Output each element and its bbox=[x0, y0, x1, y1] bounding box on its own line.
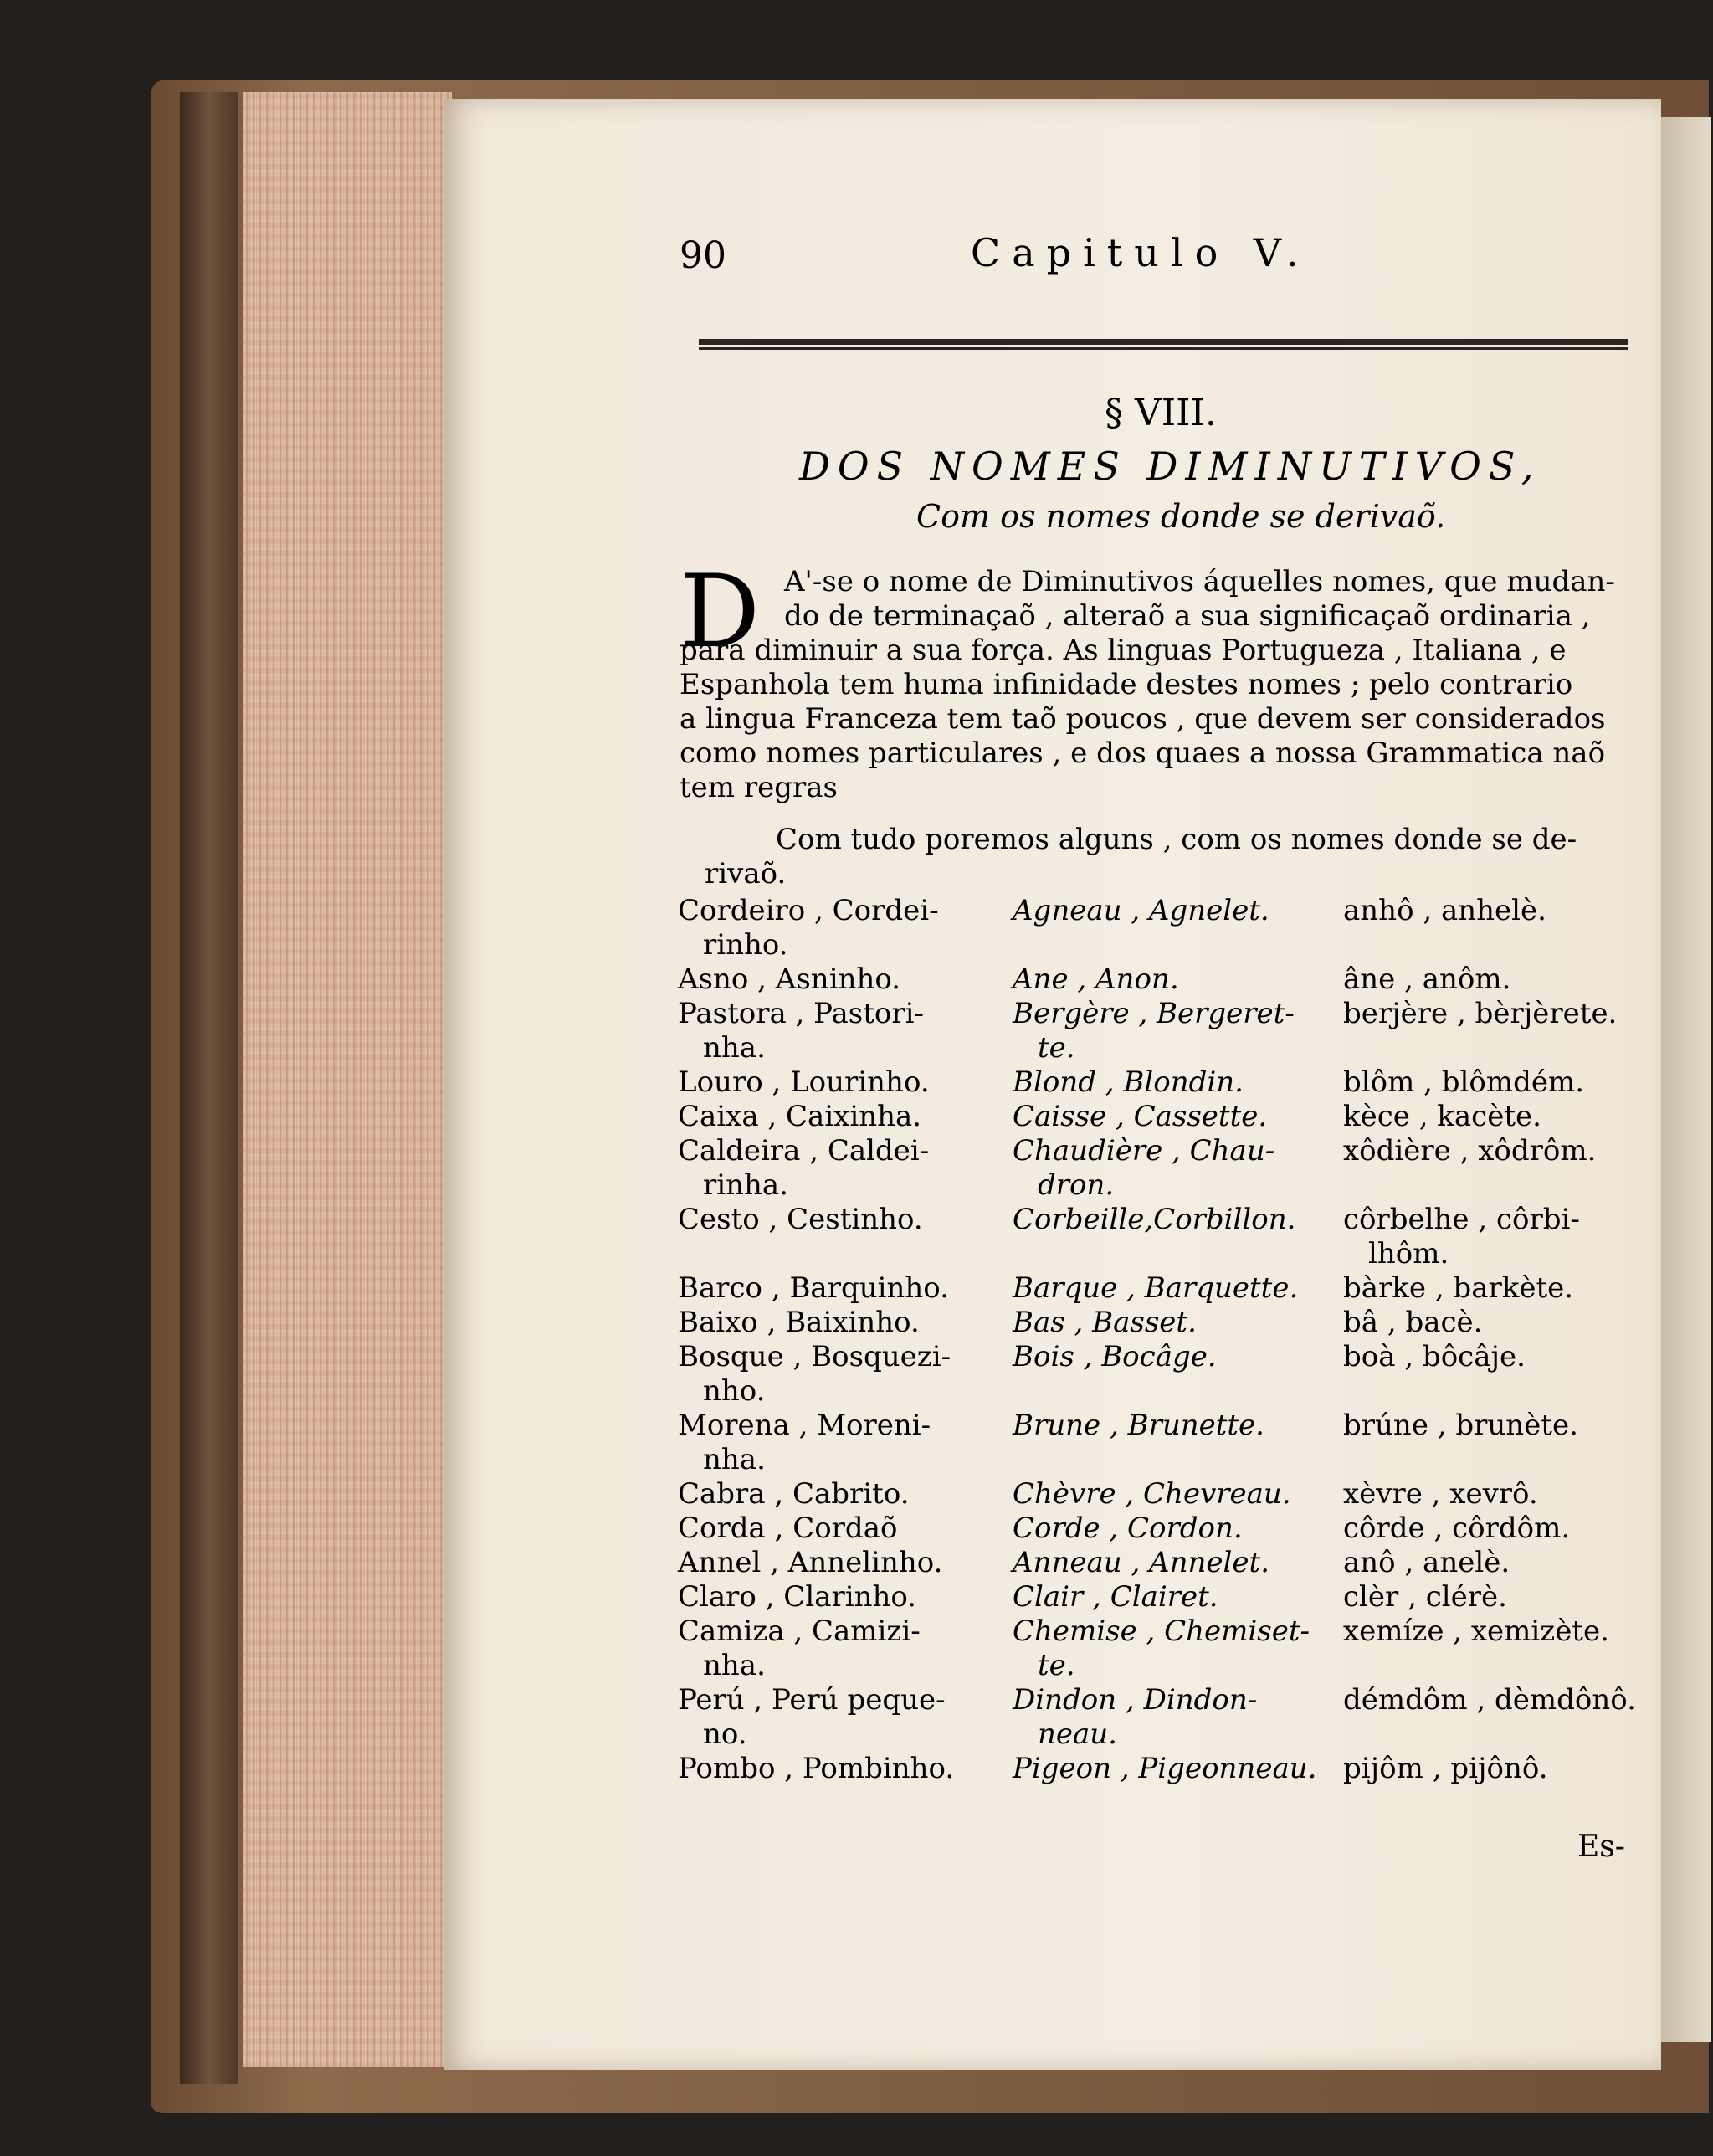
french-word-text: Chaudière , Chau- bbox=[1013, 1134, 1275, 1168]
pronunciation bbox=[1343, 997, 1636, 1031]
french-word-text: Corbeille,Corbillon. bbox=[1013, 1203, 1296, 1236]
pronunciation-text: bàrke , barkète. bbox=[1343, 1271, 1574, 1305]
portuguese-word bbox=[678, 997, 979, 1065]
book-spine bbox=[180, 92, 238, 2084]
french-word bbox=[1013, 1580, 1331, 1614]
page-edges bbox=[243, 92, 452, 2067]
page-number: 90 bbox=[680, 234, 726, 277]
french-word bbox=[1013, 1409, 1331, 1443]
paragraph-line: rivaõ. bbox=[705, 857, 787, 891]
second-paragraph bbox=[680, 823, 1634, 891]
portuguese-word-continuation: nha. bbox=[703, 1649, 766, 1682]
portuguese-word-continuation: nha. bbox=[703, 1443, 766, 1476]
french-word bbox=[1013, 997, 1331, 1065]
portuguese-word-text: Caldeira , Caldei- bbox=[678, 1134, 930, 1168]
section-title: DOS NOMES DIMINUTIVOS, bbox=[799, 444, 1541, 489]
table-row bbox=[678, 1134, 1636, 1203]
pronunciation-text: démdôm , dèmdônô. bbox=[1343, 1683, 1636, 1717]
french-word bbox=[1013, 1100, 1331, 1134]
pronunciation bbox=[1343, 1100, 1636, 1134]
pronunciation-text: xemíze , xemizète. bbox=[1343, 1614, 1609, 1648]
pronunciation bbox=[1343, 1580, 1636, 1614]
pronunciation bbox=[1343, 1271, 1636, 1306]
pronunciation bbox=[1343, 1683, 1636, 1717]
french-word bbox=[1013, 1134, 1331, 1203]
french-word-continuation: neau. bbox=[1038, 1717, 1117, 1751]
intro-line: para diminuir a sua força. As linguas Portugueza , Italiana , e bbox=[680, 634, 1567, 667]
table-row bbox=[678, 1306, 1636, 1340]
portuguese-word bbox=[678, 1614, 979, 1683]
section-subtitle: Com os nomes donde se derivaõ. bbox=[916, 498, 1446, 535]
portuguese-word-text: Caixa , Caixinha. bbox=[678, 1100, 922, 1133]
pronunciation-text: côrbelhe , côrbi- bbox=[1343, 1203, 1580, 1236]
portuguese-word-text: Perú , Perú peque- bbox=[678, 1683, 946, 1717]
french-word-text: Caisse , Cassette. bbox=[1013, 1100, 1268, 1133]
french-word bbox=[1013, 1477, 1331, 1512]
portuguese-word bbox=[678, 1306, 979, 1340]
portuguese-word-text: Pombo , Pombinho. bbox=[678, 1752, 955, 1785]
next-page-edge bbox=[1661, 117, 1711, 2042]
french-word-text: Bas , Basset. bbox=[1013, 1306, 1197, 1339]
french-word-text: Blond , Blondin. bbox=[1013, 1065, 1244, 1099]
portuguese-word-continuation: rinho. bbox=[703, 928, 788, 962]
french-word bbox=[1013, 1512, 1331, 1546]
portuguese-word bbox=[678, 1580, 979, 1614]
portuguese-word bbox=[678, 1271, 979, 1306]
french-word-text: Clair , Clairet. bbox=[1013, 1580, 1218, 1614]
french-word-text: Ane , Anon. bbox=[1013, 963, 1179, 996]
portuguese-word bbox=[678, 1340, 979, 1409]
pronunciation-text: xèvre , xevrô. bbox=[1343, 1477, 1538, 1511]
french-word-text: Barque , Barquette. bbox=[1013, 1271, 1299, 1305]
pronunciation bbox=[1343, 1340, 1636, 1374]
portuguese-word-text: Morena , Moreni- bbox=[678, 1409, 931, 1442]
portuguese-word-continuation: no. bbox=[703, 1717, 747, 1751]
french-word bbox=[1013, 1752, 1331, 1786]
portuguese-word-continuation: rinha. bbox=[703, 1168, 788, 1202]
table-row bbox=[678, 1580, 1636, 1614]
table-row bbox=[678, 894, 1636, 963]
french-word-text: Dindon , Dindon- bbox=[1013, 1683, 1258, 1717]
section-number: § VIII. bbox=[1105, 392, 1217, 434]
pronunciation bbox=[1343, 1752, 1636, 1786]
portuguese-word-text: Asno , Asninho. bbox=[678, 963, 901, 996]
table-row bbox=[678, 1683, 1636, 1752]
pronunciation bbox=[1343, 1512, 1636, 1546]
table-row bbox=[678, 1100, 1636, 1134]
table-row bbox=[678, 963, 1636, 997]
pronunciation-text: kèce , kacète. bbox=[1343, 1100, 1541, 1133]
pronunciation bbox=[1343, 1614, 1636, 1649]
intro-line: tem regras bbox=[680, 771, 838, 804]
portuguese-word bbox=[678, 1134, 979, 1203]
header-rule bbox=[699, 339, 1628, 345]
intro-paragraph bbox=[680, 565, 1634, 805]
pronunciation-text: pijôm , pijônô. bbox=[1343, 1752, 1548, 1785]
french-word-text: Chemise , Chemiset- bbox=[1013, 1614, 1310, 1648]
table-row bbox=[678, 1512, 1636, 1546]
french-word bbox=[1013, 1683, 1331, 1752]
portuguese-word-text: Cabra , Cabrito. bbox=[678, 1477, 910, 1511]
pronunciation-text: boà , bôcâje. bbox=[1343, 1340, 1526, 1373]
portuguese-word bbox=[678, 1100, 979, 1134]
french-word-text: Brune , Brunette. bbox=[1013, 1409, 1264, 1442]
french-word bbox=[1013, 1271, 1331, 1306]
portuguese-word bbox=[678, 1065, 979, 1100]
french-word bbox=[1013, 1546, 1331, 1580]
table-row bbox=[678, 1477, 1636, 1512]
portuguese-word-text: Cesto , Cestinho. bbox=[678, 1203, 923, 1236]
table-row bbox=[678, 1409, 1636, 1477]
french-word-text: Corde , Cordon. bbox=[1013, 1512, 1243, 1545]
portuguese-word-text: Annel , Annelinho. bbox=[678, 1546, 943, 1579]
pronunciation-text: brúne , brunète. bbox=[1343, 1409, 1578, 1442]
table-row bbox=[678, 1203, 1636, 1271]
pronunciation-text: clèr , clérè. bbox=[1343, 1580, 1507, 1614]
pronunciation-text: xôdière , xôdrôm. bbox=[1343, 1134, 1597, 1168]
portuguese-word-text: Barco , Barquinho. bbox=[678, 1271, 949, 1305]
running-title: Capitulo V. bbox=[971, 230, 1310, 275]
portuguese-word-text: Corda , Cordaõ bbox=[678, 1512, 898, 1545]
table-row bbox=[678, 1271, 1636, 1306]
french-word bbox=[1013, 1065, 1331, 1100]
portuguese-word bbox=[678, 963, 979, 997]
portuguese-word-continuation: nho. bbox=[703, 1374, 766, 1408]
portuguese-word bbox=[678, 1546, 979, 1580]
french-word bbox=[1013, 1614, 1331, 1683]
french-word-text: Chèvre , Chevreau. bbox=[1013, 1477, 1291, 1511]
french-word bbox=[1013, 1203, 1331, 1237]
portuguese-word-text: Bosque , Bosquezi- bbox=[678, 1340, 951, 1373]
portuguese-word-text: Baixo , Baixinho. bbox=[678, 1306, 920, 1339]
table-row bbox=[678, 997, 1636, 1065]
vocabulary-table bbox=[678, 894, 1636, 1786]
portuguese-word bbox=[678, 1752, 979, 1786]
portuguese-word bbox=[678, 1683, 979, 1752]
pronunciation bbox=[1343, 1477, 1636, 1512]
header-rule-thin bbox=[699, 347, 1628, 350]
portuguese-word bbox=[678, 1203, 979, 1237]
french-word-text: Anneau , Annelet. bbox=[1013, 1546, 1269, 1579]
french-word-continuation: te. bbox=[1038, 1649, 1075, 1682]
french-word-continuation: te. bbox=[1038, 1031, 1075, 1065]
intro-line: A'-se o nome de Diminutivos áquelles nomes, que mudan- bbox=[784, 565, 1615, 598]
french-word-text: Pigeon , Pigeonneau. bbox=[1013, 1752, 1317, 1785]
pronunciation bbox=[1343, 1065, 1636, 1100]
table-row bbox=[678, 1752, 1636, 1786]
pronunciation bbox=[1343, 1409, 1636, 1443]
intro-line: Espanhola tem huma infinidade destes nomes ; pelo contrario bbox=[680, 668, 1573, 701]
portuguese-word-continuation: nha. bbox=[703, 1031, 766, 1065]
pronunciation-text: bâ , bacè. bbox=[1343, 1306, 1483, 1339]
pronunciation bbox=[1343, 1546, 1636, 1580]
portuguese-word-text: Cordeiro , Cordei- bbox=[678, 894, 939, 927]
portuguese-word-text: Pastora , Pastori- bbox=[678, 997, 924, 1030]
drop-capital: D bbox=[680, 554, 761, 670]
catchword: Es- bbox=[1577, 1830, 1625, 1864]
french-word-text: Agneau , Agnelet. bbox=[1013, 894, 1269, 927]
paragraph-line: Com tudo poremos alguns , com os nomes donde se de- bbox=[776, 823, 1577, 856]
portuguese-word bbox=[678, 1409, 979, 1477]
pronunciation bbox=[1343, 1203, 1636, 1271]
table-row bbox=[678, 1546, 1636, 1580]
french-word-continuation: dron. bbox=[1038, 1168, 1115, 1202]
pronunciation bbox=[1343, 1306, 1636, 1340]
french-word bbox=[1013, 894, 1331, 928]
table-row bbox=[678, 1065, 1636, 1100]
pronunciation-text: blôm , blômdém. bbox=[1343, 1065, 1585, 1099]
table-row bbox=[678, 1614, 1636, 1683]
table-row bbox=[678, 1340, 1636, 1409]
french-word-text: Bergère , Bergeret- bbox=[1013, 997, 1295, 1030]
pronunciation-text: âne , anôm. bbox=[1343, 963, 1511, 996]
pronunciation bbox=[1343, 1134, 1636, 1168]
portuguese-word-text: Camiza , Camizi- bbox=[678, 1614, 921, 1648]
intro-line: a lingua Franceza tem taõ poucos , que devem ser considerados bbox=[680, 702, 1606, 736]
portuguese-word-text: Claro , Clarinho. bbox=[678, 1580, 917, 1614]
pronunciation-text: anhô , anhelè. bbox=[1343, 894, 1546, 927]
pronunciation bbox=[1343, 963, 1636, 997]
pronunciation-text: anô , anelè. bbox=[1343, 1546, 1510, 1579]
intro-line: como nomes particulares , e dos quaes a nossa Grammatica naõ bbox=[680, 737, 1606, 770]
pronunciation-text: côrde , côrdôm. bbox=[1343, 1512, 1571, 1545]
pronunciation-continuation: lhôm. bbox=[1368, 1237, 1449, 1270]
portuguese-word bbox=[678, 1477, 979, 1512]
pronunciation-text: berjère , bèrjèrete. bbox=[1343, 997, 1618, 1030]
portuguese-word-text: Louro , Lourinho. bbox=[678, 1065, 930, 1099]
french-word bbox=[1013, 1306, 1331, 1340]
portuguese-word bbox=[678, 1512, 979, 1546]
french-word-text: Bois , Bocâge. bbox=[1013, 1340, 1217, 1373]
pronunciation bbox=[1343, 894, 1636, 928]
portuguese-word bbox=[678, 894, 979, 963]
french-word bbox=[1013, 963, 1331, 997]
french-word bbox=[1013, 1340, 1331, 1374]
intro-line: do de terminaçaõ , alteraõ a sua significaçaõ ordinaria , bbox=[784, 599, 1591, 633]
